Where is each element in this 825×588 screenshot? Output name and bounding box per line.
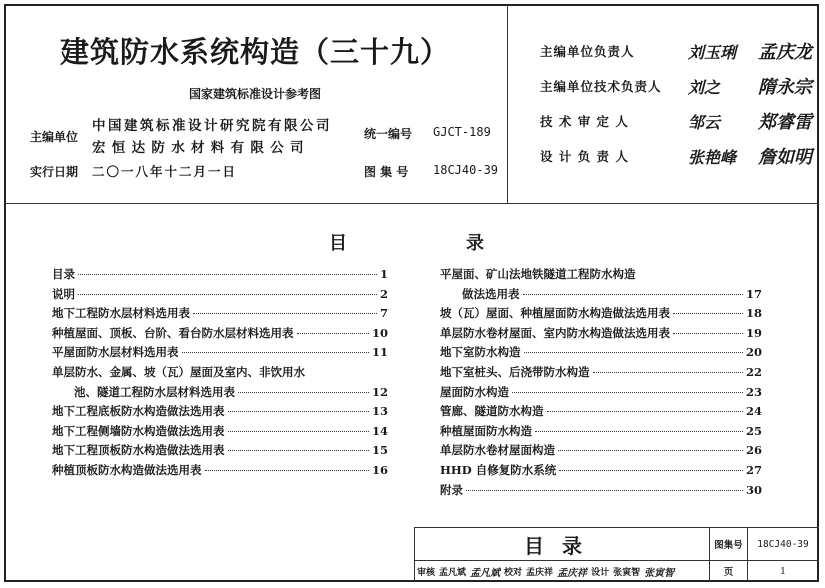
atlas-no: 18CJ40-39	[433, 163, 499, 177]
title-block-signoff-row	[415, 561, 710, 581]
design-label: 设计	[591, 567, 610, 578]
date-label: 实行日期	[30, 165, 79, 179]
approval-row	[540, 143, 812, 169]
unified-no-label: 统一编号	[364, 127, 413, 141]
signature-image: 刘玉琍	[688, 42, 737, 62]
toc-entry[interactable]: 单层防水卷材屋面构造 26	[440, 443, 762, 458]
approval-row	[540, 73, 812, 99]
toc-entry[interactable]: 坡（瓦）屋面、种植屋面防水构造做法选用表 18	[440, 306, 762, 321]
toc-entry[interactable]: 平屋面、矿山法地铁隧道工程防水构造	[440, 267, 636, 281]
design-name: 张寅智	[613, 567, 641, 578]
approval-row	[540, 108, 812, 134]
approval-role: 主编单位负责人	[540, 44, 635, 59]
toc-entry[interactable]: 目录 1	[52, 267, 388, 281]
signature-image: 孟庆祥	[557, 567, 588, 579]
toc-entry[interactable]: 单层防水、金属、坡（瓦）屋面及室内、非饮用水	[52, 364, 305, 379]
toc-entry[interactable]: 种植屋面防水构造 25	[440, 423, 762, 438]
toc-entry[interactable]: 地下工程侧墙防水构造做法选用表 14	[52, 423, 388, 438]
title-block-page-no: 1	[779, 565, 787, 577]
toc-entry[interactable]: 地下室防水构造 20	[440, 345, 762, 360]
toc-entry[interactable]: 单层防水卷材屋面、室内防水构造做法选用表 19	[440, 325, 762, 340]
signature-image: 邹云	[688, 112, 721, 132]
unified-no: GJCT-189	[433, 125, 491, 139]
toc-entry[interactable]: 平屋面防水层材料选用表 11	[52, 345, 388, 360]
toc-entry[interactable]: 屋面防水构造 23	[440, 384, 762, 399]
title-block-atlas-label: 图集号	[710, 528, 748, 561]
toc-heading-left: 目	[329, 233, 347, 254]
toc-left-column	[52, 266, 388, 482]
toc-entry[interactable]: 种植屋面、顶板、台阶、看台防水层材料选用表 10	[52, 325, 388, 340]
signature-image: 张艳峰	[688, 147, 737, 167]
signature-image: 孟庆龙	[758, 42, 812, 63]
review-label: 审核	[417, 567, 436, 578]
title-block-page-label: 页	[710, 561, 748, 581]
toc-entry[interactable]: 地下室桩头、后浇带防水构造 22	[440, 364, 762, 379]
toc-heading-right: 录	[466, 233, 484, 254]
toc-entry[interactable]: 做法选用表 17	[462, 286, 762, 301]
toc-entry[interactable]: 池、隧道工程防水层材料选用表 12	[74, 384, 388, 399]
title-block	[414, 527, 819, 582]
review-name: 孟凡斌	[439, 567, 467, 578]
date-value: 二〇一八年十二月一日	[92, 164, 238, 179]
signature-image: 孟凡斌	[470, 567, 501, 579]
page-title: 建筑防水系统构造（三十九）	[59, 35, 450, 69]
signature-image: 詹如明	[758, 147, 812, 168]
toc-entry[interactable]: 种植顶板防水构造做法选用表 16	[52, 462, 388, 477]
toc-entry[interactable]: 地下工程顶板防水构造做法选用表 15	[52, 443, 388, 458]
signature-image: 张寅智	[644, 567, 675, 579]
toc-entry[interactable]: 附录 30	[440, 482, 762, 497]
approval-row	[540, 38, 812, 64]
check-label: 校对	[504, 567, 523, 578]
toc-entry[interactable]: 地下工程防水层材料选用表 7	[52, 306, 388, 321]
atlas-no-label: 图 集 号	[364, 165, 409, 179]
approval-role: 主编单位技术负责人	[540, 79, 662, 94]
signature-image: 隋永宗	[758, 77, 812, 98]
signature-image: 郑睿雷	[758, 112, 812, 133]
editor-unit-2: 宏恒达防水材料有限公司	[92, 140, 310, 156]
editor-unit-1: 中国建筑标准设计研究院有限公司	[92, 118, 332, 134]
toc-entry[interactable]: 地下工程底板防水构造做法选用表 13	[52, 404, 388, 419]
signature-image: 刘之	[688, 77, 721, 97]
editor-unit-label: 主编单位	[30, 130, 79, 144]
page-subtitle: 国家建筑标准设计参考图	[188, 87, 321, 101]
header-vertical-divider	[507, 4, 508, 203]
toc-entry[interactable]: HHD 自修复防水系统 27	[440, 462, 762, 477]
title-block-atlas-no: 18CJ40-39	[748, 528, 818, 561]
toc-entry[interactable]: 管廊、隧道防水构造 24	[440, 404, 762, 419]
check-name: 孟庆祥	[526, 567, 554, 578]
toc-right-column	[440, 266, 762, 501]
header-horizontal-divider	[4, 203, 819, 204]
approval-role: 设 计 负 责 人	[540, 149, 629, 164]
toc-entry[interactable]: 说明 2	[52, 286, 388, 301]
title-block-title: 目录	[415, 528, 710, 561]
approval-role: 技 术 审 定 人	[540, 114, 629, 129]
